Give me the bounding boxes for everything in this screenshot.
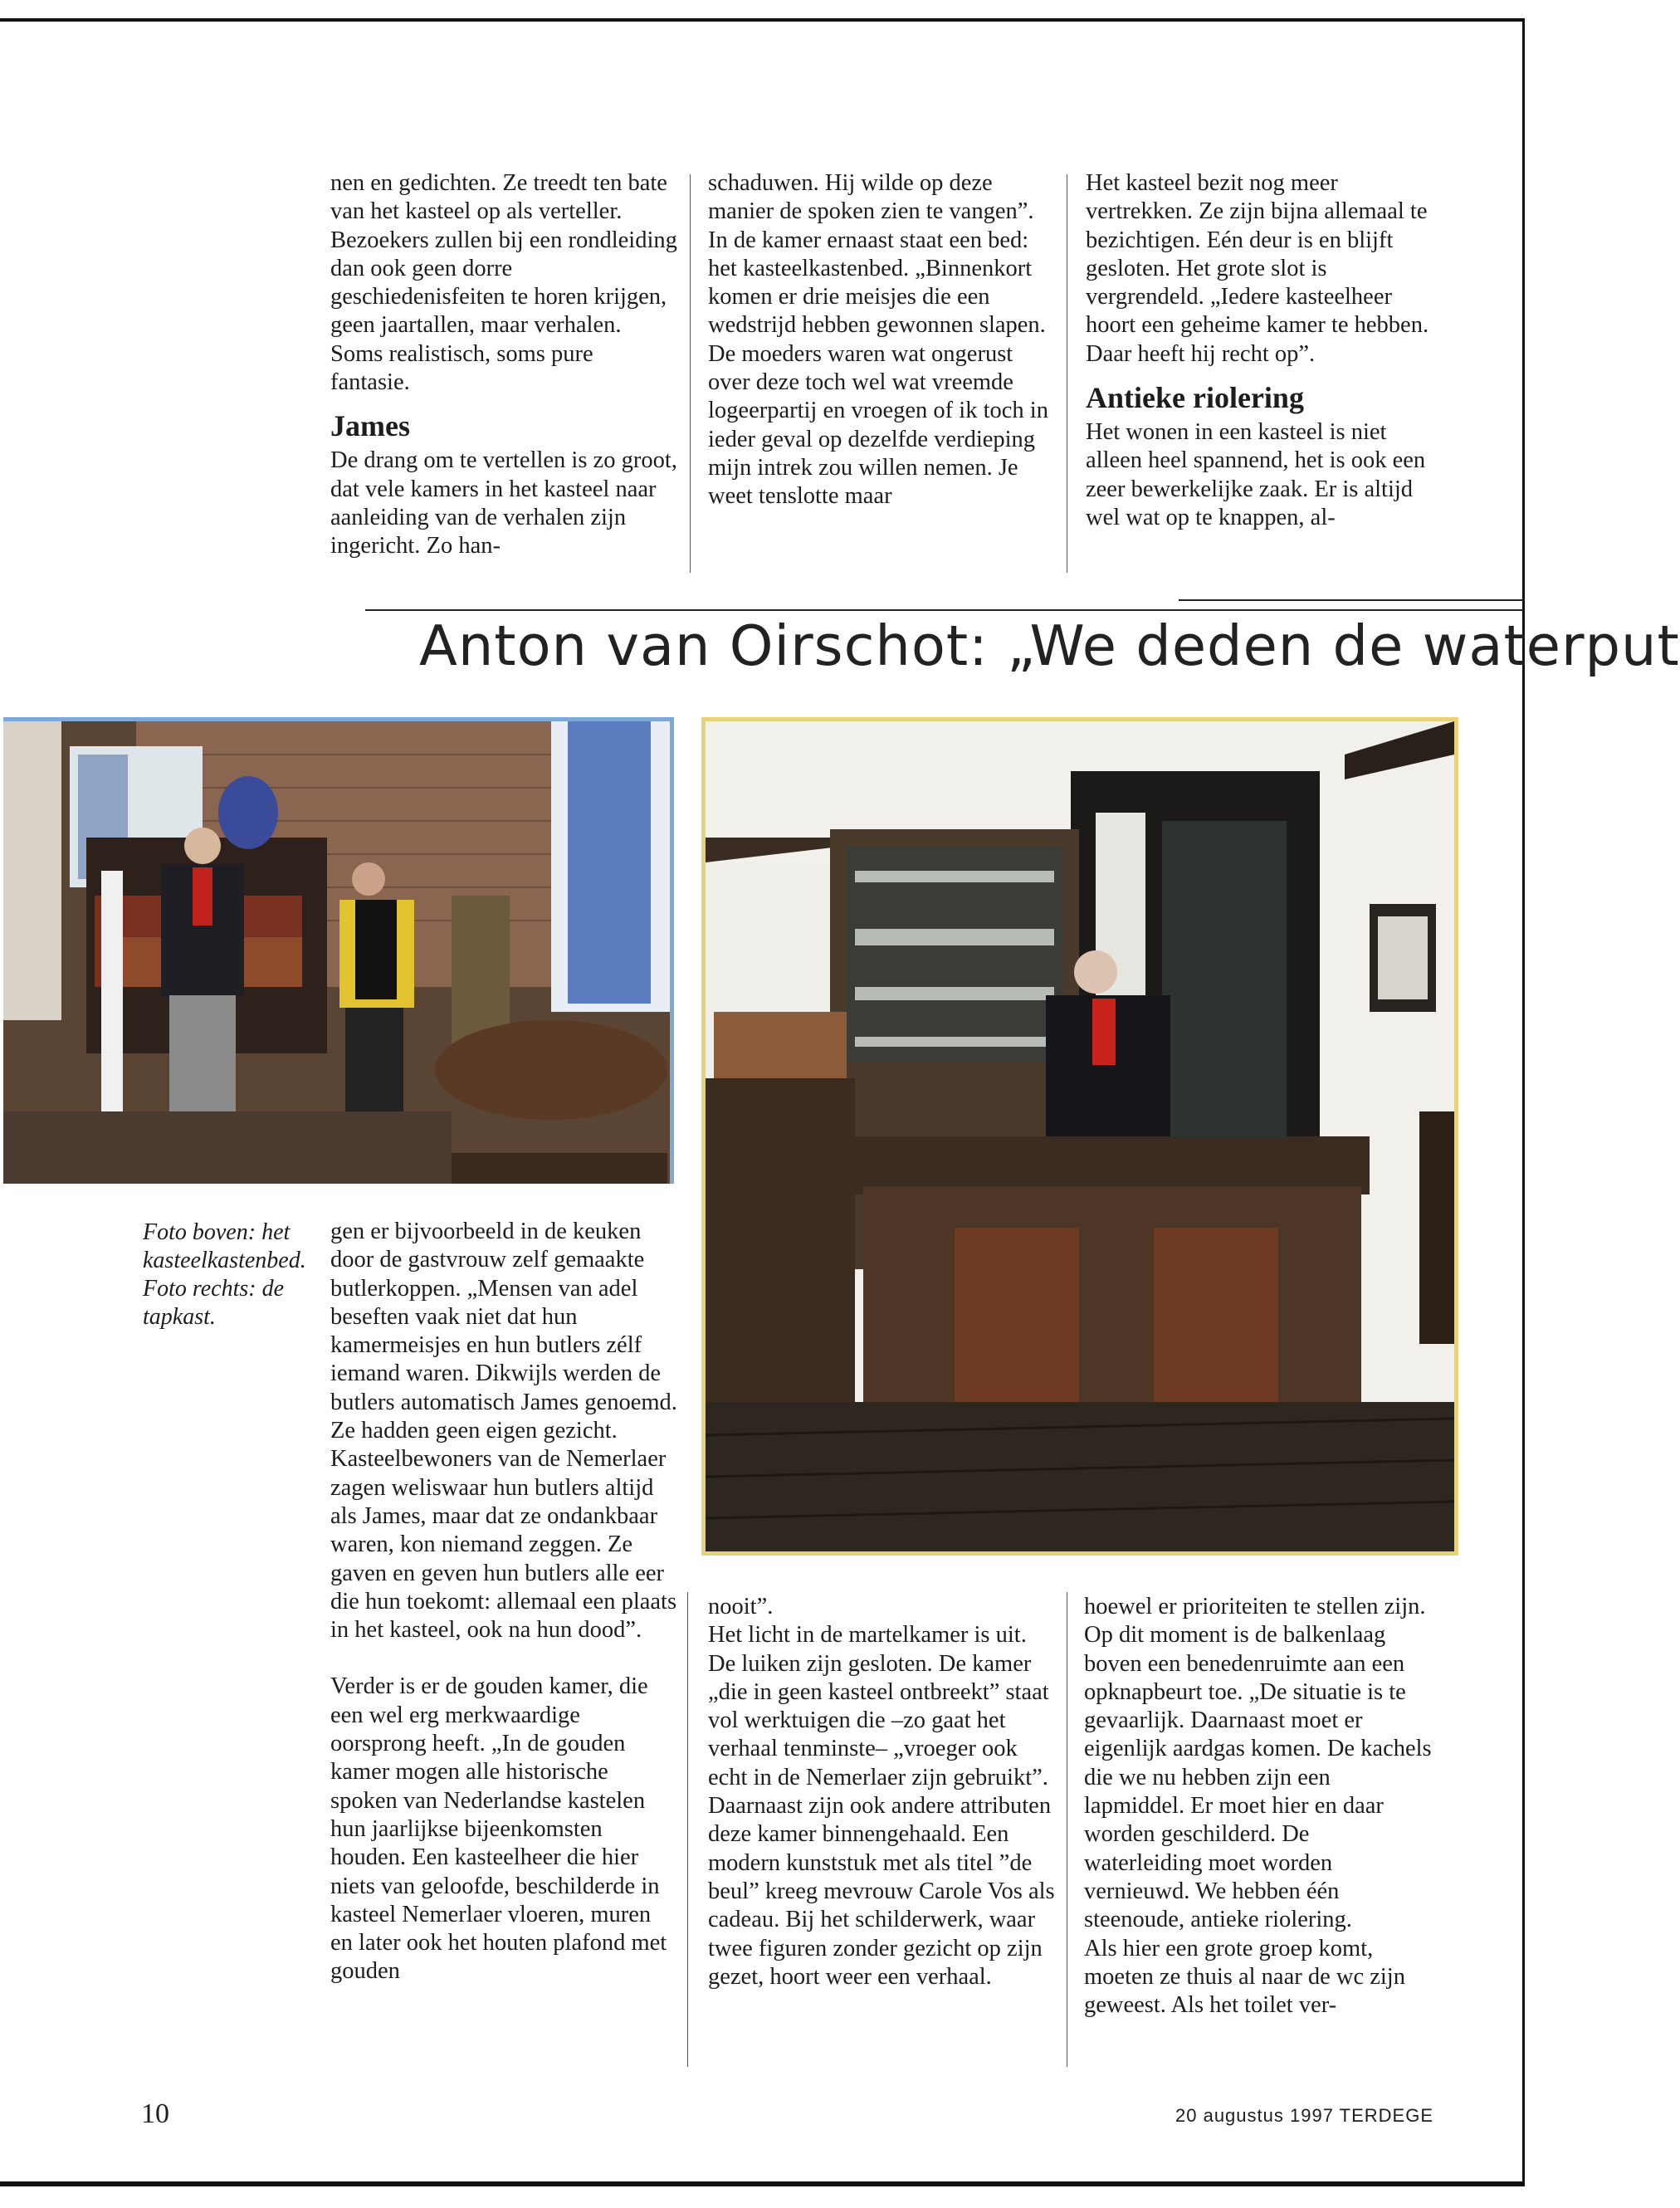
caption-line: Foto rechts: de tapkast. (143, 1276, 285, 1330)
paragraph: Als hier een grote groep komt, moeten ze thuis al naar de wc zijn geweest. Als het toilet ver- (1084, 1935, 1405, 2019)
column-rule (687, 1592, 688, 2067)
caption-line: Foto boven: het kasteelkastenbed. (143, 1219, 306, 1273)
subheading: James (330, 409, 410, 443)
issue-info: 20 augustus 1997 TERDEGE (1175, 2105, 1433, 2126)
page-number: 10 (141, 2098, 169, 2129)
paragraph: Het licht in de martelkamer is uit. De luiken zijn gesloten. De kamer „die in geen kasteel ontbreekt” staat vol werktuigen die –zo gaat het verhaal tenminste– „vroeger ook echt in de Nemerlaer zijn gebruikt”. Daarnaast zijn ook andere attributen deze kamer binnengehaald. Een modern kunststuk met als titel ”de beul” kreeg mevrouw Carole Vos als cadeau. Bij het schilderwerk, waar twee figuren zonder gezicht op zijn gezet, hoort weer een verhaal. (708, 1622, 1055, 1990)
paragraph: Verder is er de gouden kamer, die een wel erg merkwaardige oorsprong heeft. „In de gouden kamer mogen alle historische spoken van Nederlandse kastelen hun jaarlijkse bijeenkomsten houden. Een kasteelheer die hier niets van geloofde, beschilderde in kasteel Nemerlaer vloeren, muren en later ook het houten plafond met gouden (330, 1673, 667, 1985)
column-rule (690, 174, 691, 573)
bottom-column-2 (708, 1593, 1055, 1991)
paragraph: In de kamer ernaast staat een bed: het kasteelkastenbed. „Binnenkort komen er drie meisjes die een wedstrijd hebben gewonnen slapen. De moeders waren wat ongerust over deze toch wel wat vreemde logeerpartij en vroegen of ik toch in ieder geval op dezelfde verdieping mijn intrek zou willen nemen. Je weet tenslotte maar (708, 227, 1048, 510)
top-column-2 (708, 169, 1050, 511)
paragraph: schaduwen. Hij wilde op deze manier de spoken zien te vangen”. (708, 170, 1034, 225)
subheading: Antieke riolering (1086, 381, 1304, 415)
paragraph: Het kasteel bezit nog meer vertrekken. Ze zijn bijna allemaal te bezichtigen. Eén deur is en blijft gesloten. Het grote slot is vergrendeld. „Iedere kasteelheer hoort een geheime kamer te hebben. Daar heeft hij recht op”. (1086, 170, 1429, 367)
paragraph: gen er bijvoorbeeld in de keuken door de gastvrouw zelf gemaakte butlerkoppen. „Mensen van adel beseften vaak niet dat hun kamermeisjes en hun butlers zélf iemand waren. Dikwijls werden de butlers automatisch James genoemd. Ze hadden geen eigen gezicht. Kasteelbewoners van de Nemerlaer zagen weliswaar hun butlers altijd als James, maar dat ze ondankbaar waren, kon niemand zeggen. Ze gaven en geven hun butlers alle eer die hun toekomt: allemaal een plaats in het kasteel, ook na hun dood”. (330, 1219, 677, 1644)
paragraph: nooit”. (708, 1594, 774, 1619)
photo-kasteelkastenbed (3, 717, 674, 1184)
top-column-3 (1086, 169, 1434, 532)
top-column-1 (330, 169, 677, 561)
bottom-column-1 (330, 1218, 677, 1986)
headline-rule (1179, 599, 1523, 601)
bottom-column-3 (1084, 1593, 1433, 2020)
headline: Anton van Oirschot: „We deden de waterput (419, 613, 1680, 678)
photo-caption (143, 1219, 309, 1331)
paragraph: De drang om te vertellen is zo groot, dat vele kamers in het kasteel naar aanleiding van de verhalen zijn ingericht. Zo han- (330, 447, 677, 559)
photo-tapkast (701, 717, 1458, 1556)
paragraph: Het wonen in een kasteel is niet alleen heel spannend, het is ook een zeer bewerkelijke zaak. Er is altijd wel wat op te knappen, al- (1086, 419, 1426, 530)
paragraph: nen en gedichten. Ze treedt ten bate van het kasteel op als verteller. Bezoekers zullen bij een rondleiding dan ook geen dorre geschiedenisfeiten te horen krijgen, geen jaartallen, maar verhalen. Soms realistisch, soms pure fantasie. (330, 170, 677, 396)
paragraph: hoewel er prioriteiten te stellen zijn. Op dit moment is de balkenlaag boven een benedenruimte aan een opknapbeurt toe. „De situatie is te gevaarlijk. Daarnaast moet er eigenlijk aardgas komen. De kachels die we nu hebben zijn een lapmiddel. Er moet hier en daar worden geschilderd. De waterleiding moet worden vernieuwd. We hebben één steenoude, antieke riolering. (1084, 1594, 1432, 1933)
